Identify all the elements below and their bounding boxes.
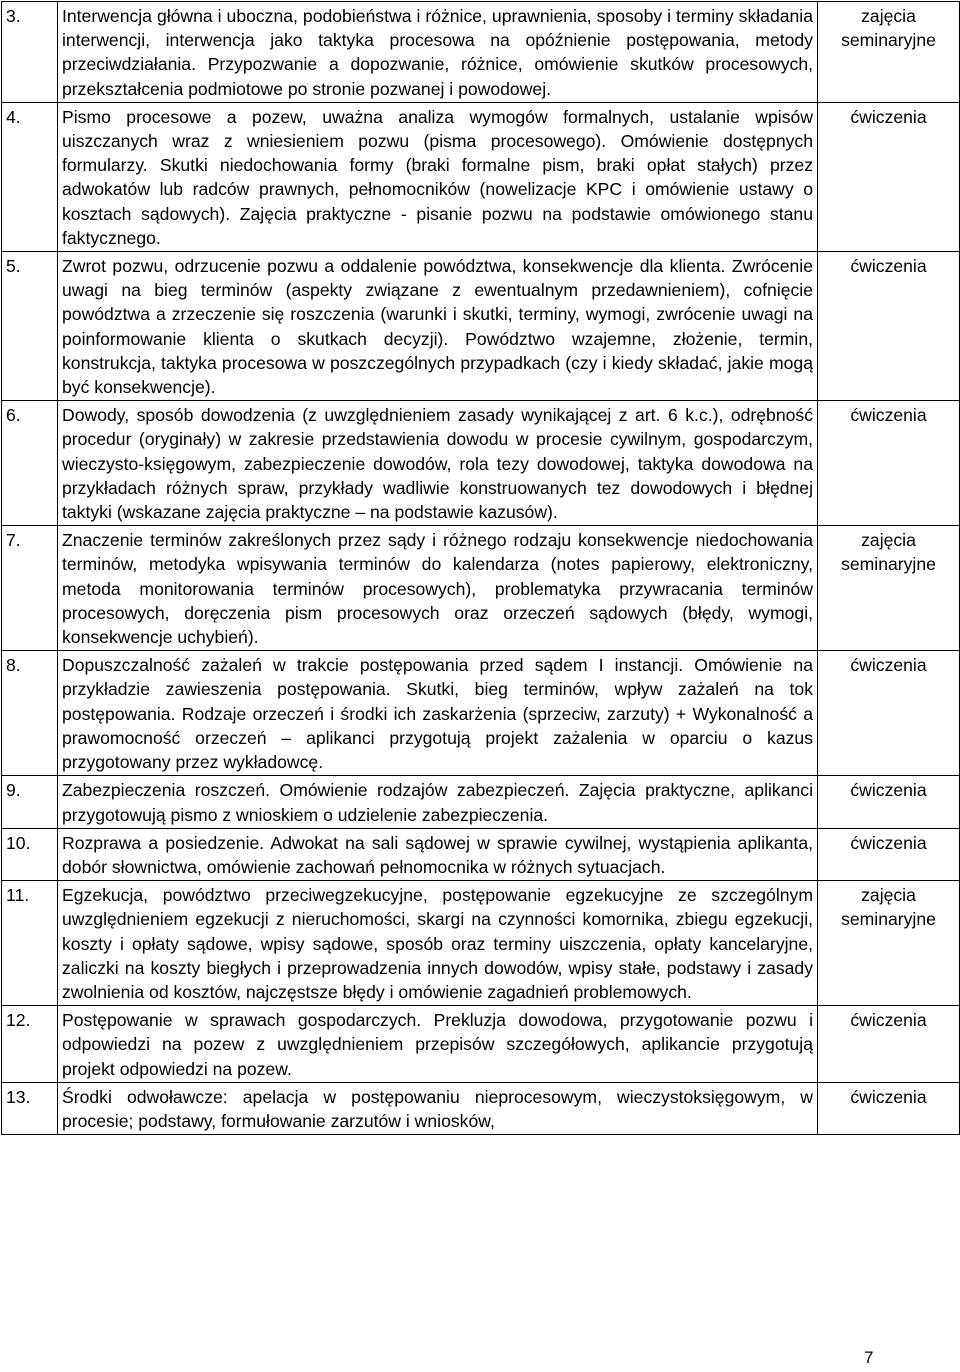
row-number: 10. xyxy=(2,828,58,880)
row-class-form: ćwiczenia xyxy=(818,1082,960,1134)
row-number: 7. xyxy=(2,526,58,651)
row-number: 9. xyxy=(2,776,58,828)
row-class-form: ćwiczenia xyxy=(818,252,960,401)
row-number: 4. xyxy=(2,102,58,251)
table-row xyxy=(2,102,960,251)
row-topic: Zabezpieczenia roszczeń. Omówienie rodzajów zabezpieczeń. Zajęcia praktyczne, aplikanci przygotowują pismo z wnioskiem o udzielenie zabezpieczenia. xyxy=(58,776,818,828)
table-row xyxy=(2,881,960,1006)
row-topic: Zwrot pozwu, odrzucenie pozwu a oddalenie powództwa, konsekwencje dla klienta. Zwrócenie uwagi na bieg terminów (aspekty związane z ewentualnym przedawnieniem), cofnięcie powództwa a zrzeczenie się roszczenia (warunki i skutki, terminy, wymogi, zwrócenie uwagi na poinformowanie klienta o skutkach decyzji). Powództwo wzajemne, złożenie, termin, konstrukcja, taktyka procesowa w poszczególnych przypadkach (czy i kiedy składać, jakie mogą być konsekwencje). xyxy=(58,252,818,401)
row-number: 8. xyxy=(2,651,58,776)
table-row xyxy=(2,828,960,880)
row-topic: Dowody, sposób dowodzenia (z uwzględnieniem zasady wynikającej z art. 6 k.c.), odrębność procedur (oryginały) w zakresie przedstawienia dowodu w procesie cywilnym, gospodarczym, wieczysto-księgowym, zabezpieczenie dowodów, rola tezy dowodowej, taktyka dowodowa na przykładach różnych spraw, przykłady wadliwie konstruowanych tez dowodowych i błędnej taktyki (wskazane zajęcia praktyczne – na podstawie kazusów). xyxy=(58,401,818,526)
table-row xyxy=(2,252,960,401)
row-class-form: ćwiczenia xyxy=(818,102,960,251)
syllabus-table xyxy=(1,1,960,1135)
table-row xyxy=(2,1006,960,1083)
row-class-form: ćwiczenia xyxy=(818,828,960,880)
row-topic: Dopuszczalność zażaleń w trakcie postępowania przed sądem I instancji. Omówienie na przykładzie zawieszenia postępowania. Skutki, bieg terminów, wpływ zażaleń na tok postępowania. Rodzaje orzeczeń i środki ich zaskarżenia (sprzeciw, zarzuty) + Wykonalność a prawomocność orzeczeń – aplikanci przygotują projekt zażalenia w oparciu o kazus przygotowany przez wykładowcę. xyxy=(58,651,818,776)
row-topic: Znaczenie terminów zakreślonych przez sądy i różnego rodzaju konsekwencje niedochowania terminów, metodyka wpisywania terminów do kalendarza (notes papierowy, elektroniczny, metoda monitorowania terminów procesowych), problematyka przywracania terminów procesowych, doręczenia pism procesowych oraz orzeczeń sądowych (błędy, wymogi, konsekwencje uchybień). xyxy=(58,526,818,651)
row-class-form: ćwiczenia xyxy=(818,1006,960,1083)
row-class-form: zajęcia seminaryjne xyxy=(818,2,960,103)
row-number: 3. xyxy=(2,2,58,103)
row-number: 11. xyxy=(2,881,58,1006)
row-class-form: ćwiczenia xyxy=(818,651,960,776)
row-number: 12. xyxy=(2,1006,58,1083)
row-number: 6. xyxy=(2,401,58,526)
row-topic: Rozprawa a posiedzenie. Adwokat na sali sądowej w sprawie cywilnej, wystąpienia aplikanta, dobór słownictwa, omówienie zachowań pełnomocnika w różnych sytuacjach. xyxy=(58,828,818,880)
table-row xyxy=(2,1082,960,1134)
row-topic: Egzekucja, powództwo przeciwegzekucyjne, postępowanie egzekucyjne ze szczególnym uwzględnieniem egzekucji z nieruchomości, skargi na czynności komornika, zbiegu egzekucji, koszty i opłaty sądowe, wpisy sądowe, sposób oraz terminy uiszczenia, opłaty kancelaryjne, zaliczki na koszty biegłych i przeprowadzenia innych dowodów, wpisy stałe, podstawy i zasady zwolnienia od kosztów, najczęstsze błędy i omówienie zagadnień problemowych. xyxy=(58,881,818,1006)
table-row xyxy=(2,776,960,828)
row-number: 13. xyxy=(2,1082,58,1134)
row-topic: Interwencja główna i uboczna, podobieństwa i różnice, uprawnienia, sposoby i terminy składania interwencji, interwencja jako taktyka procesowa na opóźnienie postępowania, metody przeciwdziałania. Przypozwanie a dopozwanie, różnice, omówienie skutków procesowych, przekształcenia podmiotowe po stronie pozwanej i powodowej. xyxy=(58,2,818,103)
row-class-form: zajęcia seminaryjne xyxy=(818,881,960,1006)
table-row xyxy=(2,401,960,526)
table-row xyxy=(2,651,960,776)
row-class-form: ćwiczenia xyxy=(818,401,960,526)
table-row xyxy=(2,526,960,651)
row-number: 5. xyxy=(2,252,58,401)
row-class-form: zajęcia seminaryjne xyxy=(818,526,960,651)
page-number: 7 xyxy=(864,1348,874,1367)
row-topic: Pismo procesowe a pozew, uważna analiza wymogów formalnych, ustalanie wpisów uiszczanych wraz z wniesieniem pozwu (pisma procesowego). Omówienie dostępnych formularzy. Skutki niedochowania formy (braki formalne pism, braki opłat stałych) przez adwokatów lub radców prawnych, pełnomocników (nowelizacje KPC i omówienie ustawy o kosztach sądowych). Zajęcia praktyczne - pisanie pozwu na podstawie omówionego stanu faktycznego. xyxy=(58,102,818,251)
row-topic: Środki odwoławcze: apelacja w postępowaniu nieprocesowym, wieczystoksięgowym, w procesie; podstawy, formułowanie zarzutów i wniosków, xyxy=(58,1082,818,1134)
row-topic: Postępowanie w sprawach gospodarczych. Prekluzja dowodowa, przygotowanie pozwu i odpowiedzi na pozew z uwzględnieniem przepisów szczegółowych, aplikancie przygotują projekt odpowiedzi na pozew. xyxy=(58,1006,818,1083)
table-row xyxy=(2,2,960,103)
row-class-form: ćwiczenia xyxy=(818,776,960,828)
